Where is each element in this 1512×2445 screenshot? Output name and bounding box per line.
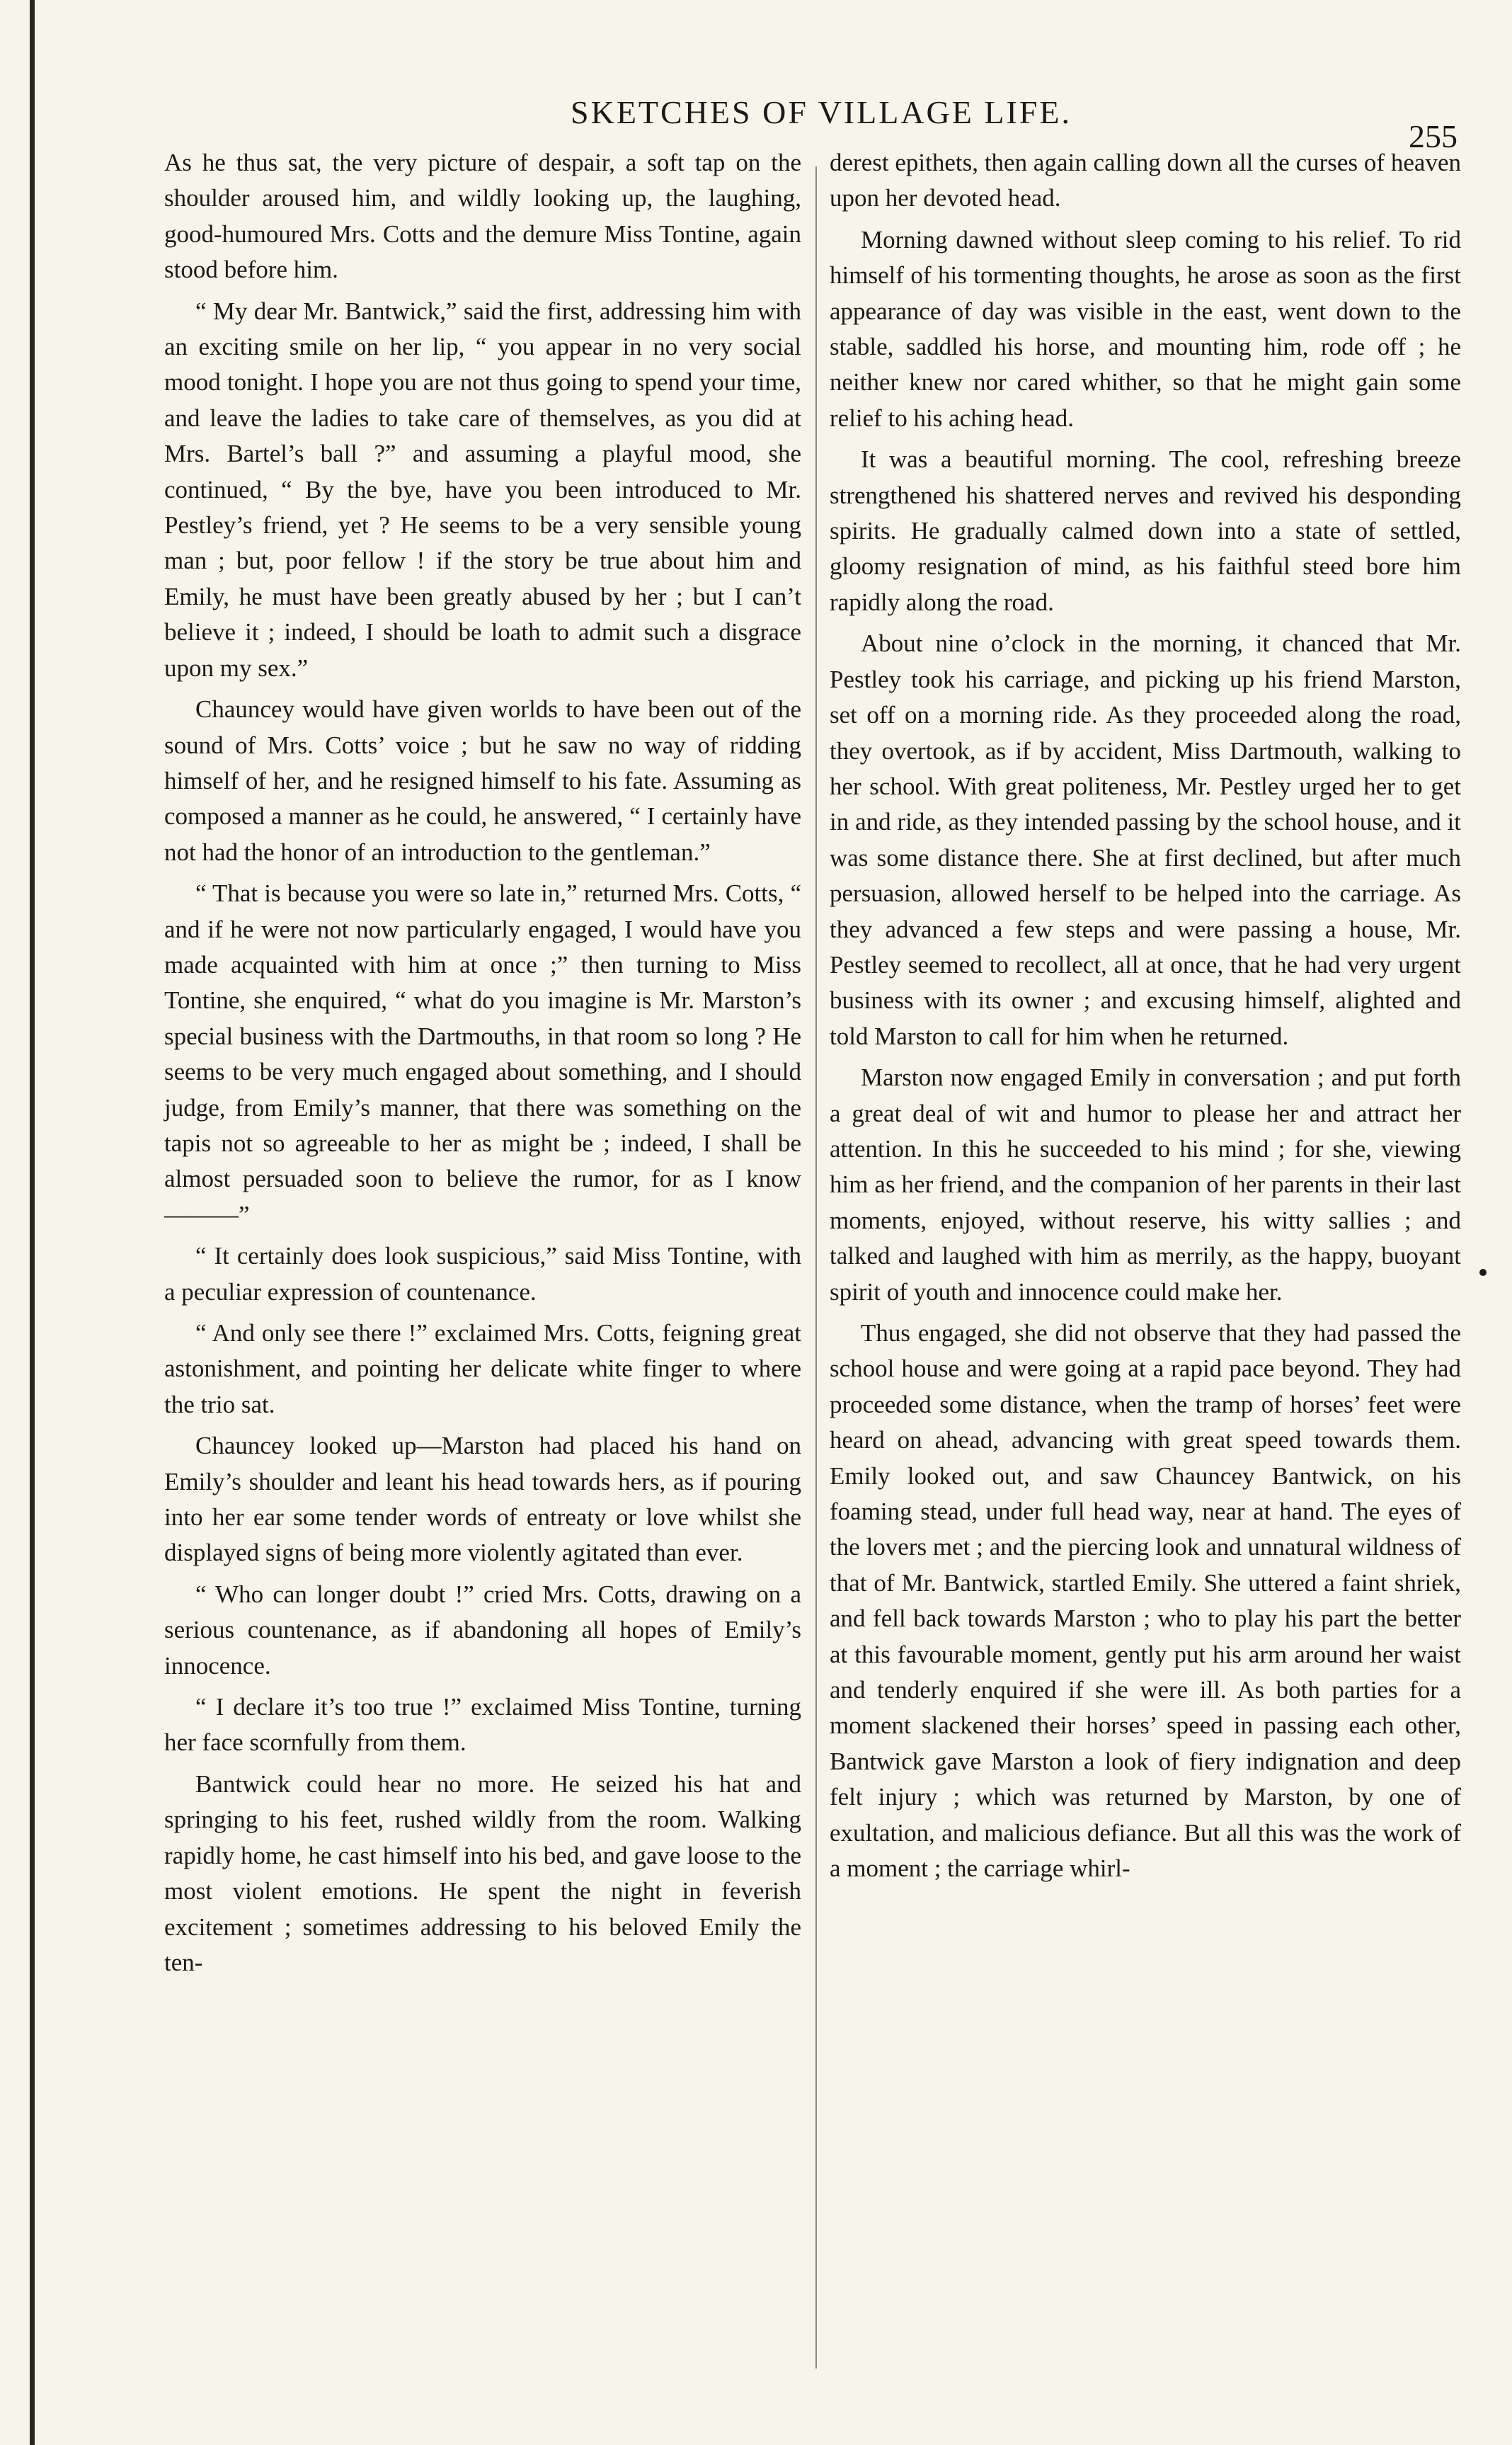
paragraph: Thus engaged, she did not observe that they had passed the school house and were going at a rapid pace beyond. They had proceeded some distance, when the tramp of horses’ feet were heard on ahead, advancing with great speed towards them. Emily looked out, and saw Chauncey Bantwick, on his foaming stead, under full head way, near at hand. The eyes of the lovers met ; and the piercing look and unnatural wildness of that of Mr. Bantwick, startled Emily. She uttered a faint shriek, and fell back towards Marston ; who to play his part the better at this favourable moment, gently put his arm around her waist and tenderly enquired if she were ill. As both parties for a moment slackened their horses’ speed in passing each other, Bantwick gave Marston a look of fiery indignation and deep felt injury ; which was returned by Marston, by one of exultation, and malicious defiance. But all this was the work of a moment ; the carriage whirl- [830, 1319, 1461, 1883]
left-column [164, 145, 801, 1986]
paragraph: About nine o’clock in the morning, it chanced that Mr. Pestley took his carriage, and picking up his friend Marston, set off on a morning ride. As they proceeded along the road, they overtook, as if by accident, Miss Dartmouth, walking to her school. With great politeness, Mr. Pestley urged her to get in and ride, as they intended passing by the school house, and it was some distance there. She at first declined, but after much persuasion, allowed herself to be helped into the carriage. As they advanced a few steps and were passing a house, Mr. Pestley seemed to recollect, all at once, that he had very urgent business with its owner ; and excusing himself, alighted and told Marston to call for him when he returned. [830, 629, 1461, 1050]
paragraph: “ Who can longer doubt !” cried Mrs. Cotts, drawing on a serious countenance, as if abandoning all hopes of Emily’s innocence. [164, 1580, 801, 1680]
page-number: 255 [1409, 118, 1457, 154]
paragraph: “ And only see there !” exclaimed Mrs. Cotts, feigning great astonishment, and pointing her delicate white finger to where the trio sat. [164, 1319, 801, 1418]
ink-speck [1479, 1269, 1487, 1276]
paragraph: “ I declare it’s too true !” exclaimed Miss Tontine, turning her face scornfully from them. [164, 1693, 801, 1757]
paragraph: derest epithets, then again calling down all the curses of heaven upon her devoted head. [830, 149, 1461, 212]
right-column [830, 145, 1461, 1893]
paragraph: “ It certainly does look suspicious,” said Miss Tontine, with a peculiar expression of countenance. [164, 1242, 801, 1306]
paragraph: Marston now engaged Emily in conversation ; and put forth a great deal of wit and humor to please her and attract her attention. In this he succeeded to his mind ; for she, viewing him as her friend, and the companion of her parents in their last moments, enjoyed, without reserve, his witty sallies ; and talked and laughed with him as merrily, as the happy, buoyant spirit of youth and innocence could make her. [830, 1064, 1461, 1306]
paragraph: As he thus sat, the very picture of despair, a soft tap on the shoulder aroused him, and wildly looking up, the laughing, good-humoured Mrs. Cotts and the demure Miss Tontine, again stood before him. [164, 149, 801, 284]
running-header: SKETCHES OF VILLAGE LIFE. [571, 94, 1072, 130]
paragraph: Bantwick could hear no more. He seized his hat and springing to his feet, rushed wildly from the room. Walking rapidly home, he cast himself into his bed, and gave loose to the most violent emotions. He spent the night in feverish excitement ; sometimes addressing to his beloved Emily the ten- [164, 1769, 801, 1976]
paragraph: Chauncey looked up—Marston had placed his hand on Emily’s shoulder and leant his head towards hers, as if pouring into her ear some tender words of entreaty or love whilst she displayed signs of being more violently agitated than ever. [164, 1432, 801, 1567]
binding-edge [30, 0, 35, 2445]
paragraph: Chauncey would have given worlds to have been out of the sound of Mrs. Cotts’ voice ; but he saw no way of ridding himself of her, and he resigned himself to his fate. Assuming as composed a manner as he could, he answered, “ I certainly have not had the honor of an introduction to the gentleman.” [164, 695, 801, 866]
paragraph: It was a beautiful morning. The cool, refreshing breeze strengthened his shattered nerves and revived his desponding spirits. He gradually calmed down into a state of settled, gloomy resignation of mind, as his faithful steed bore him rapidly along the road. [830, 445, 1461, 616]
paragraph: Morning dawned without sleep coming to his relief. To rid himself of his tormenting thoughts, he arose as soon as the first appearance of day was visible in the east, went down to the stable, saddled his horse, and mounting him, rode off ; he neither knew nor cared whither, so that he might gain some relief to his aching head. [830, 225, 1461, 432]
paragraph: “ That is because you were so late in,” returned Mrs. Cotts, “ and if he were not now particularly engaged, I would have you made acquainted with him at once ;” then turning to Miss Tontine, she enquired, “ what do you imagine is Mr. Marston’s special business with the Dartmouths, in that room so long ? He seems to be very much engaged about something, and I should judge, from Emily’s manner, that there was something on the tapis not so agreeable to her as might be ; indeed, I shall be almost persuaded soon to believe the rumor, for as I know———” [164, 879, 801, 1229]
column-divider [815, 166, 817, 2369]
paragraph: “ My dear Mr. Bantwick,” said the first, addressing him with an exciting smile on her lip, “ you appear in no very social mood tonight. I hope you are not thus going to spend your time, and leave the ladies to take care of themselves, as you did at Mrs. Bartel’s ball ?” and assuming a playful mood, she continued, “ By the bye, have you been introduced to Mr. Pestley’s friend, yet ? He seems to be a very sensible young man ; but, poor fellow ! if the story be true about him and Emily, he must have been greatly abused by her ; but I can’t believe it ; indeed, I should be loath to admit such a disgrace upon my sex.” [164, 297, 801, 682]
